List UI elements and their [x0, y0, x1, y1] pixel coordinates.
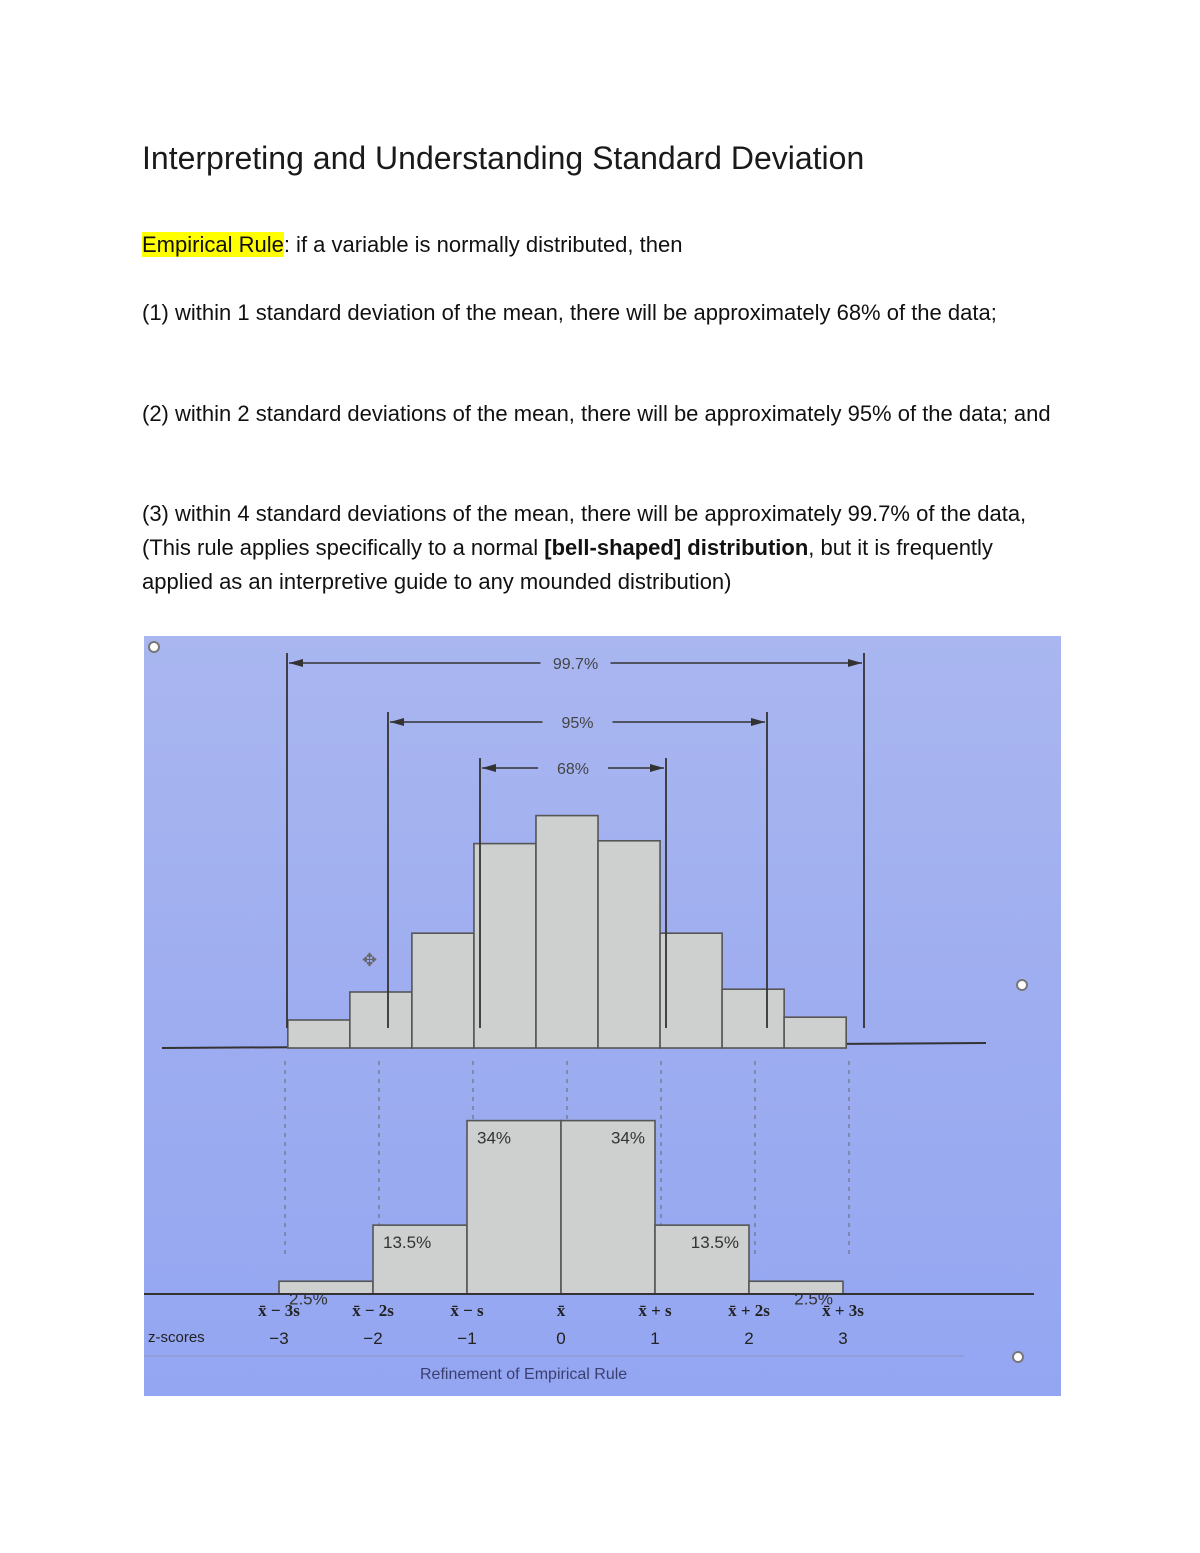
arrowhead-left-icon	[390, 718, 404, 726]
percentage-label: 2.5%	[794, 1289, 833, 1309]
z-scores-label: z-scores	[148, 1329, 205, 1346]
z-score-value: 1	[650, 1329, 660, 1348]
histogram-bar	[474, 844, 536, 1048]
x-tick-label: x̄ − 3s	[258, 1301, 300, 1320]
x-tick-label: x̄ + s	[638, 1301, 672, 1320]
histogram-bar	[598, 841, 660, 1048]
figure-caption: Refinement of Empirical Rule	[420, 1366, 628, 1383]
z-score-value: −2	[363, 1329, 383, 1348]
histogram-bar	[288, 1020, 350, 1048]
percentage-label: 34%	[610, 1128, 645, 1148]
interval-label: 99.7%	[552, 656, 599, 673]
rule-point-3-text: (3) within 4 standard deviations of the mean, there will be approximately 99.7% of the data, (This rule applies specifically to a normal	[142, 501, 1027, 560]
percentage-label: 2.5%	[289, 1289, 328, 1309]
x-tick-label: x̄	[556, 1301, 566, 1320]
z-score-value: 3	[838, 1329, 848, 1348]
document-title: Interpreting and Understanding Standard Deviation	[142, 140, 865, 176]
z-score-value: −1	[457, 1329, 477, 1348]
empirical-rule-chart	[144, 636, 1061, 1396]
arrowhead-right-icon	[751, 718, 765, 726]
interval-label: 95%	[561, 715, 594, 732]
x-tick-label: x̄ + 2s	[728, 1301, 770, 1320]
arrowhead-left-icon	[482, 764, 496, 772]
rule-point-3-bold: [bell-shaped] distribution	[544, 535, 809, 560]
histogram-bar	[660, 933, 722, 1048]
rule-point-1: (1) within 1 standard deviation of the mean, there will be approximately 68% of the data;	[142, 300, 997, 325]
histogram-bar	[722, 989, 784, 1048]
histogram-bar	[536, 816, 598, 1048]
arrowhead-right-icon	[848, 659, 862, 667]
z-score-value: −3	[269, 1329, 289, 1348]
rule-point-3-end: , but it is frequently applied as an interpretive guide to any mounded distribution)	[142, 535, 993, 594]
x-tick-label: x̄ + 3s	[822, 1301, 864, 1320]
image-resize-handle-top-left[interactable]	[148, 641, 160, 653]
histogram-bar	[350, 992, 412, 1048]
rule-point-3	[142, 497, 1062, 599]
histogram-bar	[412, 933, 474, 1048]
empirical-rule-intro-text: : if a variable is normally distributed, then	[283, 232, 683, 257]
image-resize-handle-bottom-right[interactable]	[1012, 1351, 1024, 1363]
arrowhead-left-icon	[289, 659, 303, 667]
z-score-value: 0	[556, 1329, 566, 1348]
percentage-label: 13.5%	[383, 1233, 432, 1253]
percentage-label: 13.5%	[690, 1233, 739, 1253]
interval-label: 68%	[556, 761, 590, 778]
x-tick-label: x̄ − 2s	[352, 1301, 394, 1320]
x-tick-label: x̄ − s	[450, 1301, 484, 1320]
histogram-bar	[784, 1017, 846, 1048]
empirical-rule-term: Empirical Rule	[142, 232, 284, 257]
empirical-rule-intro	[142, 228, 1062, 262]
move-cursor-icon: ✥	[362, 950, 378, 970]
rule-point-2: (2) within 2 standard deviations of the mean, there will be approximately 95% of the data; and	[142, 401, 1051, 426]
z-score-value: 2	[744, 1329, 754, 1348]
empirical-rule-figure	[144, 636, 1061, 1396]
image-resize-handle-right[interactable]	[1016, 979, 1028, 991]
percentage-label: 34%	[477, 1128, 512, 1148]
arrowhead-right-icon	[650, 764, 664, 772]
